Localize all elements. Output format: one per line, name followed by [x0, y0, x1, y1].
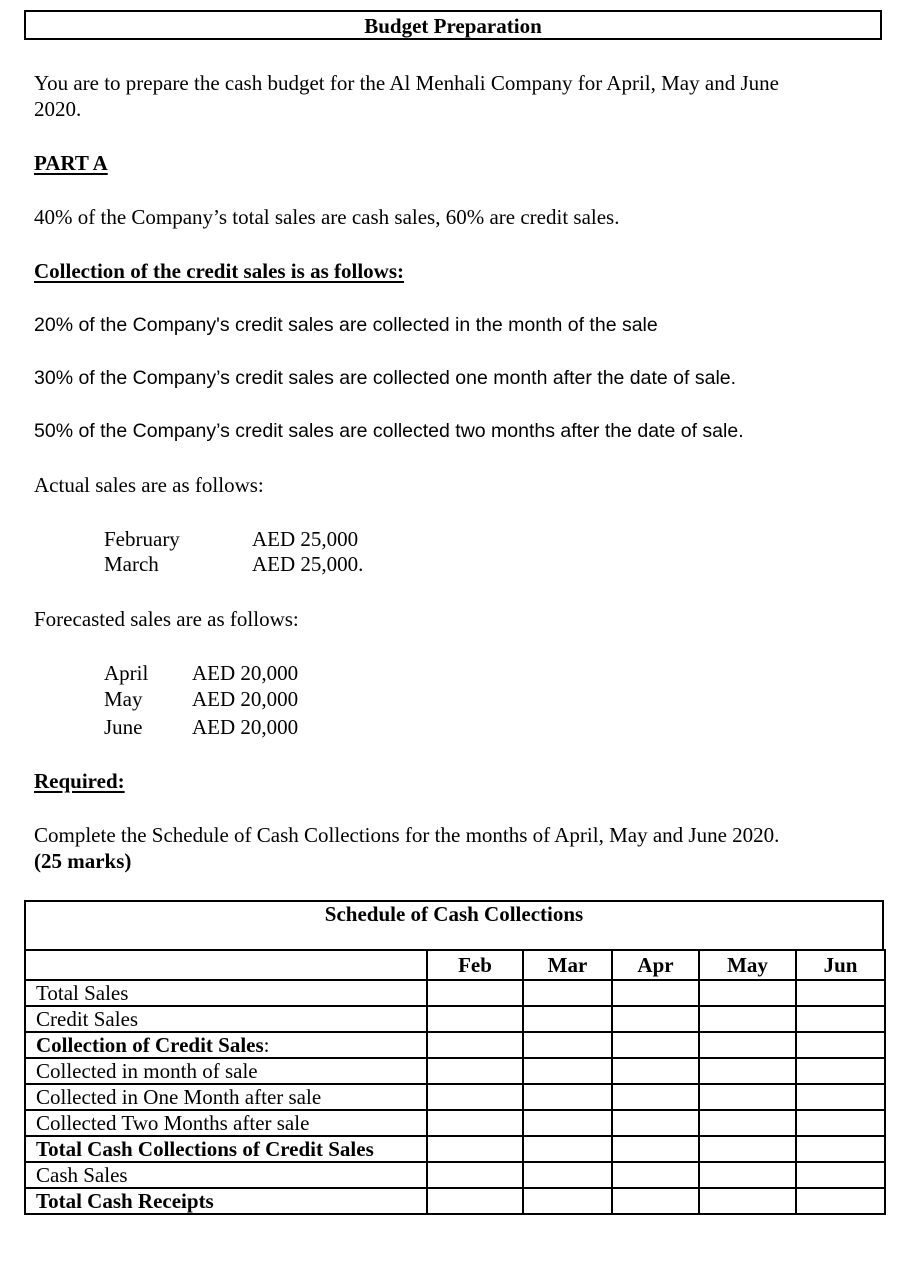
table-cell: [699, 1032, 796, 1058]
column-header-may: May: [699, 950, 796, 980]
collection-rule-2: 30% of the Company’s credit sales are collected one month after the date of sale.: [34, 367, 737, 389]
forecast-amount-apr: AED 20,000: [192, 661, 299, 685]
row-label: [25, 1006, 427, 1032]
table-cell: [523, 1110, 612, 1136]
table-cell: [523, 1032, 612, 1058]
table-cell: [699, 1058, 796, 1084]
row-label: [25, 1188, 427, 1214]
table-cell: [523, 1136, 612, 1162]
schedule-title: Schedule of Cash Collections: [324, 902, 584, 926]
table-cell: [427, 1136, 523, 1162]
table-cell: [612, 1058, 699, 1084]
table-row: [25, 1058, 885, 1084]
required-marks: (25 marks): [34, 849, 132, 873]
column-header-jun: Jun: [796, 950, 885, 980]
table-cell: [699, 1084, 796, 1110]
actual-month-mar: March: [104, 552, 159, 576]
row-label-text: Total Cash Receipts: [36, 1189, 214, 1213]
table-cell: [796, 1110, 885, 1136]
table-cell: [523, 1162, 612, 1188]
table-row: [25, 1006, 885, 1032]
row-label: [25, 980, 427, 1006]
row-label-text: Collected in month of sale: [36, 1059, 258, 1083]
forecast-sales-heading: Forecasted sales are as follows:: [34, 607, 299, 631]
table-row: [25, 1136, 885, 1162]
table-cell: [699, 1188, 796, 1214]
collection-rule-1: 20% of the Company's credit sales are collected in the month of the sale: [34, 314, 658, 336]
forecast-amount-may: AED 20,000: [192, 687, 299, 711]
table-cell: [612, 1188, 699, 1214]
table-cell: [796, 1058, 885, 1084]
table-cell: [523, 1006, 612, 1032]
column-header-feb: Feb: [427, 950, 523, 980]
table-cell: [612, 1136, 699, 1162]
table-cell: [612, 980, 699, 1006]
schedule-of-cash-collections: [24, 900, 884, 1228]
actual-sales-heading: Actual sales are as follows:: [34, 473, 264, 497]
table-cell: [523, 1058, 612, 1084]
actual-amount-feb: AED 25,000: [252, 527, 359, 551]
table-cell: [796, 1006, 885, 1032]
row-label: [25, 1136, 427, 1162]
table-cell: [796, 1162, 885, 1188]
table-cell: [427, 1110, 523, 1136]
table-cell: [796, 1136, 885, 1162]
sales-split-text: 40% of the Company’s total sales are cash sales, 60% are credit sales.: [34, 205, 620, 229]
table-cell: [699, 1136, 796, 1162]
forecast-month-may: May: [104, 687, 143, 711]
table-cell: [612, 1084, 699, 1110]
table-cell: [427, 1058, 523, 1084]
row-label: [25, 1084, 427, 1110]
row-label-text: Collected Two Months after sale: [36, 1111, 310, 1135]
forecast-month-jun: June: [104, 715, 143, 739]
schedule-table: [24, 949, 886, 1215]
row-label-text: Credit Sales: [36, 1007, 139, 1031]
intro-line-2: 2020.: [34, 97, 82, 121]
forecast-amount-jun: AED 20,000: [192, 715, 299, 739]
row-label-text: Cash Sales: [36, 1163, 128, 1187]
required-heading: Required:: [34, 769, 125, 793]
row-label: [25, 1058, 427, 1084]
table-row: [25, 1162, 885, 1188]
table-cell: [612, 1110, 699, 1136]
collection-heading: Collection of the credit sales is as follows:: [34, 259, 404, 283]
table-cell: [523, 1188, 612, 1214]
table-cell: [612, 1162, 699, 1188]
table-cell: [612, 1032, 699, 1058]
table-cell: [699, 1110, 796, 1136]
required-instruction: Complete the Schedule of Cash Collections for the months of April, May and June 2020.: [34, 823, 780, 847]
table-cell: [427, 1162, 523, 1188]
forecast-month-apr: April: [104, 661, 149, 685]
table-cell: [427, 1188, 523, 1214]
collection-rule-3: 50% of the Company’s credit sales are collected two months after the date of sale.: [34, 420, 744, 442]
column-header-mar: Mar: [523, 950, 612, 980]
row-label-suffix: :: [263, 1033, 270, 1057]
actual-amount-mar: AED 25,000.: [252, 552, 364, 576]
table-row: [25, 1188, 885, 1214]
table-cell: [796, 1188, 885, 1214]
intro-line-1: You are to prepare the cash budget for the Al Menhali Company for April, May and June: [34, 71, 779, 95]
table-cell: [699, 1162, 796, 1188]
table-cell: [427, 1006, 523, 1032]
page-title: Budget Preparation: [24, 10, 882, 40]
table-cell: [699, 1006, 796, 1032]
row-label-text: Total Sales: [36, 981, 129, 1005]
part-a-heading: PART A: [34, 151, 108, 175]
actual-month-feb: February: [104, 527, 180, 551]
table-cell: [699, 980, 796, 1006]
table-cell: [796, 1084, 885, 1110]
header-blank-cell: [25, 950, 427, 980]
table-cell: [612, 1006, 699, 1032]
table-cell: [523, 980, 612, 1006]
table-cell: [427, 1032, 523, 1058]
row-label: [25, 1162, 427, 1188]
table-cell: [796, 980, 885, 1006]
schedule-header-row: [25, 950, 885, 980]
table-cell: [523, 1084, 612, 1110]
table-cell: [796, 1032, 885, 1058]
row-label-text: Total Cash Collections of Credit Sales: [36, 1137, 374, 1161]
table-cell: [427, 980, 523, 1006]
table-row: [25, 1032, 885, 1058]
row-label: [25, 1110, 427, 1136]
row-label-text: Collection of Credit Sales: [36, 1033, 264, 1057]
table-row: [25, 1084, 885, 1110]
table-row: [25, 1110, 885, 1136]
row-label: [25, 1032, 427, 1058]
row-label-text: Collected in One Month after sale: [36, 1085, 322, 1109]
column-header-apr: Apr: [612, 950, 699, 980]
table-row: [25, 980, 885, 1006]
table-cell: [427, 1084, 523, 1110]
